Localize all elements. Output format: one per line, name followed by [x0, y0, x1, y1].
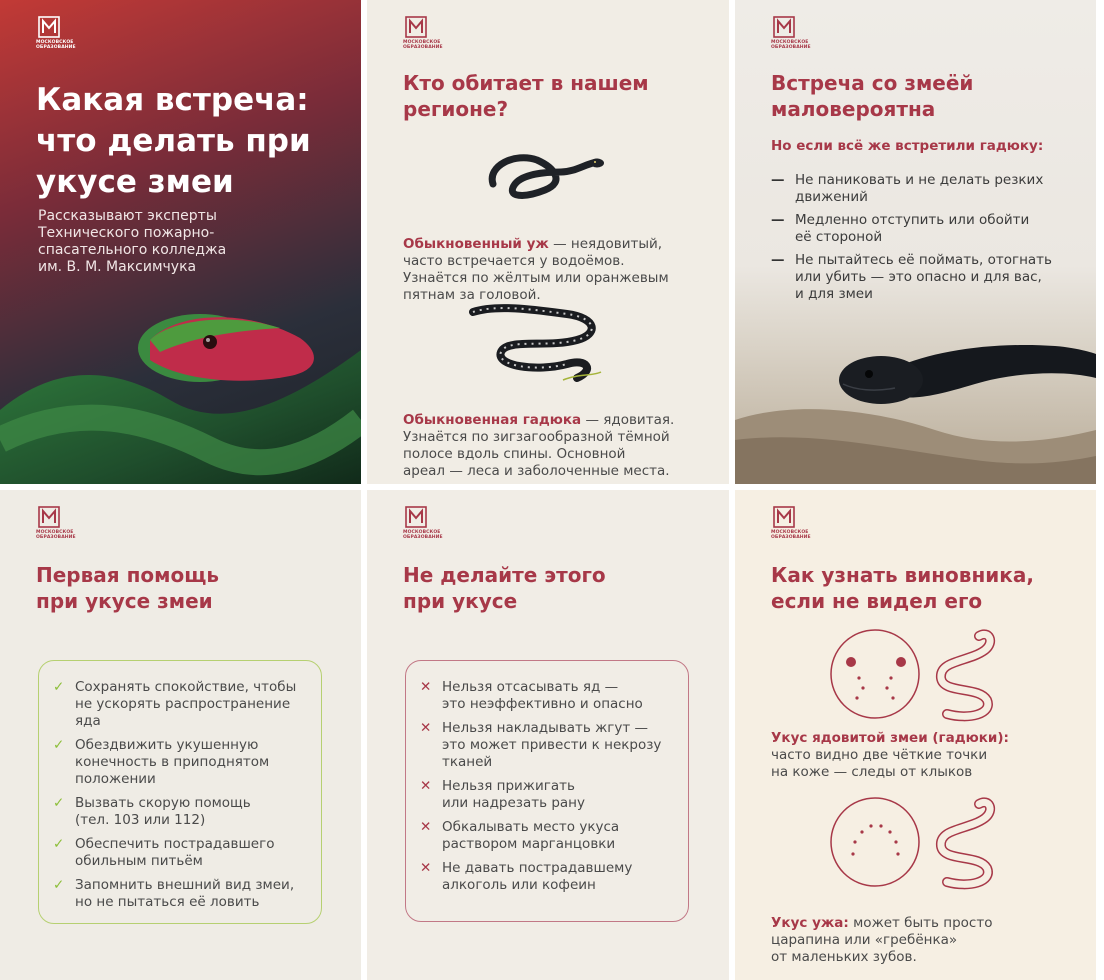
check-icon: ✓: [53, 737, 65, 753]
brand-caption-line1: МОСКОВСКОЕ: [771, 40, 809, 45]
brand-logo-icon: [773, 16, 795, 38]
list-item: ✓ Сохранять спокойствие, чтобы не ускорять распространение яда: [53, 679, 297, 729]
card-intro: [0, 0, 361, 484]
brand-logo: [771, 16, 811, 56]
species-title: Кто обитает в нашем регионе?: [403, 71, 649, 121]
brand-logo: [36, 506, 76, 546]
grass-snake-bite-name: Укус ужа:: [771, 915, 849, 931]
first-aid-box: [38, 660, 322, 924]
adder-desc: — ядовитая. Узнаётся по зигзагообразной тёмной полосе вдоль спины. Основной ареал — леса и заболоченные места.: [403, 412, 675, 479]
brand-logo: [403, 16, 443, 56]
list-item: ✓ Обеспечить пострадавшего обильным питьём: [53, 836, 275, 869]
intro-subtitle: Рассказывают эксперты Технического пожарно- спасательного колледжа им. В. М. Максимчука: [38, 208, 227, 275]
venomous-bite-text: [771, 730, 1071, 781]
list-item: ✕ Нельзя отсасывать яд — это неэффективно и опасно: [420, 679, 643, 712]
dont-do-box: [405, 660, 689, 922]
check-icon: ✓: [53, 877, 65, 893]
adder-name: Обыкновенная гадюка: [403, 412, 582, 428]
cross-icon: ✕: [420, 679, 432, 695]
black-snake-photo: [735, 320, 1096, 484]
list-item: ✓ Вызвать скорую помощь (тел. 103 или 112): [53, 795, 251, 828]
cross-icon: ✕: [420, 819, 432, 835]
check-icon: ✓: [53, 679, 65, 695]
card-identify: [735, 490, 1096, 980]
brand-caption-line1: МОСКОВСКОЕ: [403, 40, 441, 45]
list-item: ✕ Нельзя прижигать или надрезать рану: [420, 778, 585, 811]
grass-snake-bite-desc: может быть просто царапина или «гребёнка» от маленьких зубов.: [771, 915, 993, 965]
cross-icon: ✕: [420, 778, 432, 794]
venomous-bite-desc: часто видно две чёткие точки на коже — следы от клыков: [771, 747, 988, 780]
grass-snake-bite-text: [771, 898, 1071, 966]
list-item: ✕ Нельзя накладывать жгут — это может привести к некрозу тканей: [420, 720, 662, 770]
list-item: ✕ Обкалывать место укуса раствором марганцовки: [420, 819, 620, 852]
brand-caption-line1: МОСКОВСКОЕ: [36, 530, 74, 535]
list-item: ✕ Не давать пострадавшему алкоголь или кофеин: [420, 860, 633, 893]
brand-logo-icon: [38, 506, 60, 528]
brand-caption-line2: ОБРАЗОВАНИЕ: [36, 45, 76, 50]
brand-caption-line2: ОБРАЗОВАНИЕ: [36, 535, 76, 540]
grass-snake-illustration: [485, 146, 605, 204]
venomous-bite-name: Укус ядовитой змеи (гадюки):: [771, 730, 1009, 746]
list-item: — Не пытайтесь её поймать, отогнать или убить — это опасно и для вас, и для змеи: [771, 252, 1053, 302]
brand-logo-icon: [405, 16, 427, 38]
first-aid-title: Первая помощь при укусе змеи: [36, 563, 219, 613]
brand-logo-icon: [773, 506, 795, 528]
grass-snake-desc: — неядовитый, часто встречается у водоёмов. Узнаётся по жёлтым или оранжевым пятнам за головой.: [403, 236, 669, 303]
grass-snake-name: Обыкновенный уж: [403, 236, 549, 252]
brand-caption-line1: МОСКОВСКОЕ: [403, 530, 441, 535]
encounter-list: [771, 172, 1071, 309]
dont-do-title: Не делайте этого при укусе: [403, 563, 606, 613]
brand-logo-icon: [405, 506, 427, 528]
grass-snake-bite-icon: [829, 796, 999, 892]
brand-caption-line2: ОБРАЗОВАНИЕ: [771, 535, 811, 540]
adder-description: [403, 395, 703, 480]
brand-logo: [403, 506, 443, 546]
brand-logo: [36, 16, 76, 56]
grass-snake-description: [403, 219, 703, 304]
list-item: — Не паниковать и не делать резких движений: [771, 172, 1044, 205]
identify-title: Как узнать виновника, если не видел его: [771, 563, 1034, 613]
brand-caption-line2: ОБРАЗОВАНИЕ: [771, 45, 811, 50]
intro-title: Какая встреча: что делать при укусе змеи: [36, 82, 311, 200]
encounter-subtitle: Но если всё же встретили гадюку:: [771, 138, 1044, 154]
brand-logo-icon: [38, 16, 60, 38]
brand-caption-line1: МОСКОВСКОЕ: [771, 530, 809, 535]
brand-logo: [771, 506, 811, 546]
brand-caption-line2: ОБРАЗОВАНИЕ: [403, 535, 443, 540]
brand-caption-line1: МОСКОВСКОЕ: [36, 40, 74, 45]
check-icon: ✓: [53, 836, 65, 852]
card-encounter: [735, 0, 1096, 484]
cross-icon: ✕: [420, 860, 432, 876]
list-item: — Медленно отступить или обойти её стороной: [771, 212, 1030, 245]
card-first-aid: [0, 490, 361, 980]
venomous-bite-icon: [829, 628, 999, 724]
list-item: ✓ Обездвижить укушенную конечность в приподнятом положении: [53, 737, 270, 787]
list-item: ✓ Запомнить внешний вид змеи, но не пытаться её ловить: [53, 877, 295, 910]
card-species: [367, 0, 729, 484]
card-dont-do: [367, 490, 729, 980]
cross-icon: ✕: [420, 720, 432, 736]
check-icon: ✓: [53, 795, 65, 811]
brand-caption-line2: ОБРАЗОВАНИЕ: [403, 45, 443, 50]
encounter-title: Встреча со змеёй маловероятна: [771, 71, 974, 121]
adder-illustration: [467, 300, 607, 384]
green-snake-illustration: [0, 290, 361, 484]
